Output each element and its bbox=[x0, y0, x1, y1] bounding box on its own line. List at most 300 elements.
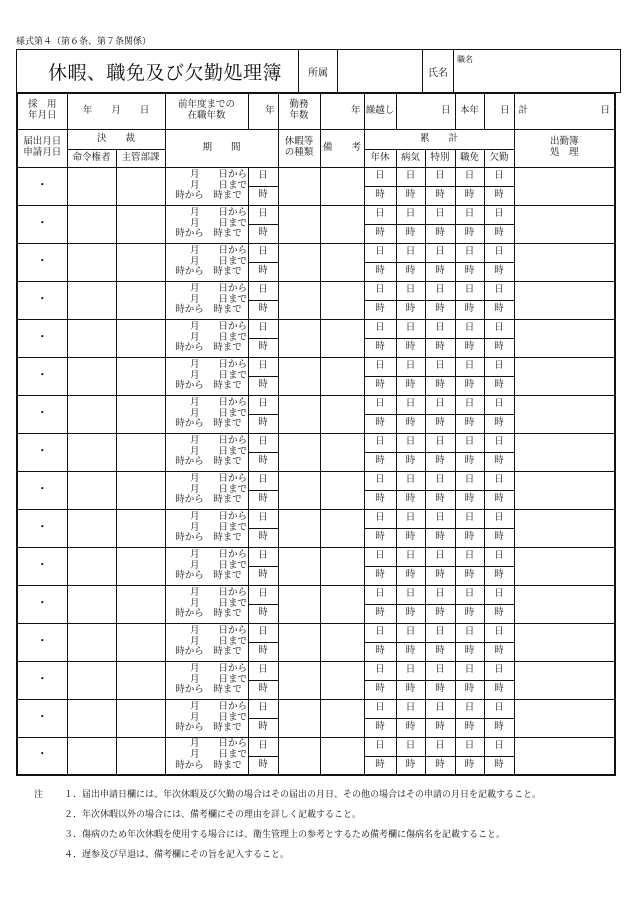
period-days-cell[interactable] bbox=[248, 661, 278, 680]
cum-days-cell[interactable] bbox=[455, 661, 484, 680]
cum-hours-cell[interactable] bbox=[484, 414, 514, 433]
period-hours-cell[interactable] bbox=[248, 718, 278, 737]
cum-days-cell[interactable] bbox=[484, 319, 514, 338]
cum-days-cell[interactable] bbox=[455, 585, 484, 604]
cum-days-cell[interactable] bbox=[425, 205, 455, 224]
leave-type-cell[interactable] bbox=[278, 471, 320, 509]
dept-cell[interactable] bbox=[116, 623, 165, 661]
period-days-cell[interactable] bbox=[248, 509, 278, 528]
leave-type-cell[interactable] bbox=[278, 623, 320, 661]
leave-type-cell[interactable] bbox=[278, 699, 320, 737]
leave-type-cell[interactable] bbox=[278, 547, 320, 585]
period-days-cell[interactable] bbox=[248, 737, 278, 756]
cum-hours-cell[interactable] bbox=[425, 376, 455, 395]
cum-hours-cell[interactable] bbox=[364, 224, 396, 243]
cum-hours-cell[interactable] bbox=[425, 490, 455, 509]
cum-hours-cell[interactable] bbox=[455, 528, 484, 547]
remarks-cell[interactable] bbox=[320, 357, 364, 395]
cum-days-cell[interactable] bbox=[364, 699, 396, 718]
date-cell[interactable] bbox=[17, 471, 67, 509]
commander-cell[interactable] bbox=[67, 433, 116, 471]
date-cell[interactable] bbox=[17, 319, 67, 357]
cum-hours-cell[interactable] bbox=[484, 756, 514, 775]
commander-cell[interactable] bbox=[67, 243, 116, 281]
remarks-cell[interactable] bbox=[320, 205, 364, 243]
period-hours-cell[interactable] bbox=[248, 338, 278, 357]
cum-hours-cell[interactable] bbox=[364, 642, 396, 661]
commander-cell[interactable] bbox=[67, 661, 116, 699]
period-cell[interactable] bbox=[165, 509, 248, 547]
cum-hours-cell[interactable] bbox=[396, 338, 425, 357]
attendance-cell[interactable] bbox=[514, 585, 615, 623]
attendance-cell[interactable] bbox=[514, 243, 615, 281]
cum-days-cell[interactable] bbox=[455, 547, 484, 566]
cum-days-cell[interactable] bbox=[425, 547, 455, 566]
cum-hours-cell[interactable] bbox=[425, 338, 455, 357]
remarks-cell[interactable] bbox=[320, 471, 364, 509]
cum-hours-cell[interactable] bbox=[455, 376, 484, 395]
cum-hours-cell[interactable] bbox=[484, 338, 514, 357]
date-cell[interactable] bbox=[17, 661, 67, 699]
date-cell[interactable] bbox=[17, 699, 67, 737]
cum-hours-cell[interactable] bbox=[396, 300, 425, 319]
cum-days-cell[interactable] bbox=[364, 623, 396, 642]
dept-cell[interactable] bbox=[116, 509, 165, 547]
cum-hours-cell[interactable] bbox=[364, 566, 396, 585]
cum-days-cell[interactable] bbox=[396, 433, 425, 452]
cum-hours-cell[interactable] bbox=[425, 452, 455, 471]
attendance-cell[interactable] bbox=[514, 205, 615, 243]
period-hours-cell[interactable] bbox=[248, 528, 278, 547]
cum-days-cell[interactable] bbox=[484, 585, 514, 604]
commander-cell[interactable] bbox=[67, 167, 116, 205]
remarks-cell[interactable] bbox=[320, 243, 364, 281]
leave-type-cell[interactable] bbox=[278, 357, 320, 395]
cum-days-cell[interactable] bbox=[425, 737, 455, 756]
cum-hours-cell[interactable] bbox=[484, 376, 514, 395]
cum-hours-cell[interactable] bbox=[396, 718, 425, 737]
cum-days-cell[interactable] bbox=[455, 281, 484, 300]
period-hours-cell[interactable] bbox=[248, 566, 278, 585]
period-cell[interactable] bbox=[165, 661, 248, 699]
attendance-cell[interactable] bbox=[514, 547, 615, 585]
period-cell[interactable] bbox=[165, 243, 248, 281]
period-cell[interactable] bbox=[165, 547, 248, 585]
period-days-cell[interactable] bbox=[248, 433, 278, 452]
leave-type-cell[interactable] bbox=[278, 737, 320, 775]
cum-hours-cell[interactable] bbox=[425, 718, 455, 737]
cum-days-cell[interactable] bbox=[425, 167, 455, 186]
cum-days-cell[interactable] bbox=[396, 281, 425, 300]
cum-hours-cell[interactable] bbox=[425, 604, 455, 623]
period-hours-cell[interactable] bbox=[248, 414, 278, 433]
leave-type-cell[interactable] bbox=[278, 281, 320, 319]
period-cell[interactable] bbox=[165, 357, 248, 395]
cum-days-cell[interactable] bbox=[364, 547, 396, 566]
date-cell[interactable] bbox=[17, 585, 67, 623]
cum-days-cell[interactable] bbox=[425, 699, 455, 718]
cum-days-cell[interactable] bbox=[455, 433, 484, 452]
period-hours-cell[interactable] bbox=[248, 680, 278, 699]
dept-cell[interactable] bbox=[116, 167, 165, 205]
cum-days-cell[interactable] bbox=[396, 547, 425, 566]
date-cell[interactable] bbox=[17, 623, 67, 661]
cum-days-cell[interactable] bbox=[425, 281, 455, 300]
period-days-cell[interactable] bbox=[248, 699, 278, 718]
cum-days-cell[interactable] bbox=[425, 433, 455, 452]
cum-hours-cell[interactable] bbox=[396, 490, 425, 509]
commander-cell[interactable] bbox=[67, 205, 116, 243]
cum-days-cell[interactable] bbox=[484, 547, 514, 566]
cum-hours-cell[interactable] bbox=[396, 262, 425, 281]
cum-hours-cell[interactable] bbox=[364, 262, 396, 281]
cum-days-cell[interactable] bbox=[484, 167, 514, 186]
dept-cell[interactable] bbox=[116, 471, 165, 509]
cum-days-cell[interactable] bbox=[455, 737, 484, 756]
commander-cell[interactable] bbox=[67, 585, 116, 623]
cum-days-cell[interactable] bbox=[396, 585, 425, 604]
attendance-cell[interactable] bbox=[514, 471, 615, 509]
dept-cell[interactable] bbox=[116, 433, 165, 471]
remarks-cell[interactable] bbox=[320, 433, 364, 471]
remarks-cell[interactable] bbox=[320, 395, 364, 433]
cum-hours-cell[interactable] bbox=[364, 528, 396, 547]
cum-hours-cell[interactable] bbox=[396, 186, 425, 205]
period-hours-cell[interactable] bbox=[248, 376, 278, 395]
cum-hours-cell[interactable] bbox=[425, 642, 455, 661]
period-days-cell[interactable] bbox=[248, 471, 278, 490]
cum-hours-cell[interactable] bbox=[425, 528, 455, 547]
cum-days-cell[interactable] bbox=[484, 395, 514, 414]
cum-hours-cell[interactable] bbox=[396, 528, 425, 547]
period-days-cell[interactable] bbox=[248, 395, 278, 414]
cum-days-cell[interactable] bbox=[425, 585, 455, 604]
period-hours-cell[interactable] bbox=[248, 490, 278, 509]
cum-hours-cell[interactable] bbox=[484, 718, 514, 737]
date-cell[interactable] bbox=[17, 167, 67, 205]
cum-hours-cell[interactable] bbox=[484, 528, 514, 547]
attendance-cell[interactable] bbox=[514, 433, 615, 471]
date-cell[interactable] bbox=[17, 547, 67, 585]
prev-years-field[interactable]: 年 bbox=[248, 93, 278, 129]
cum-days-cell[interactable] bbox=[425, 509, 455, 528]
cum-hours-cell[interactable] bbox=[484, 604, 514, 623]
cum-days-cell[interactable] bbox=[425, 319, 455, 338]
leave-type-cell[interactable] bbox=[278, 509, 320, 547]
dept-cell[interactable] bbox=[116, 395, 165, 433]
date-cell[interactable] bbox=[17, 395, 67, 433]
period-days-cell[interactable] bbox=[248, 357, 278, 376]
attendance-cell[interactable] bbox=[514, 737, 615, 775]
cum-days-cell[interactable] bbox=[396, 471, 425, 490]
remarks-cell[interactable] bbox=[320, 623, 364, 661]
cum-days-cell[interactable] bbox=[364, 357, 396, 376]
cum-days-cell[interactable] bbox=[455, 395, 484, 414]
cum-days-cell[interactable] bbox=[396, 699, 425, 718]
attendance-cell[interactable] bbox=[514, 167, 615, 205]
cum-hours-cell[interactable] bbox=[455, 452, 484, 471]
attendance-cell[interactable] bbox=[514, 395, 615, 433]
period-hours-cell[interactable] bbox=[248, 642, 278, 661]
cum-days-cell[interactable] bbox=[484, 433, 514, 452]
cum-hours-cell[interactable] bbox=[396, 452, 425, 471]
cum-days-cell[interactable] bbox=[396, 395, 425, 414]
leave-type-cell[interactable] bbox=[278, 205, 320, 243]
cum-days-cell[interactable] bbox=[425, 623, 455, 642]
cum-hours-cell[interactable] bbox=[484, 566, 514, 585]
service-years-field[interactable]: 年 bbox=[320, 93, 364, 129]
cum-hours-cell[interactable] bbox=[455, 566, 484, 585]
cum-days-cell[interactable] bbox=[364, 509, 396, 528]
period-cell[interactable] bbox=[165, 471, 248, 509]
period-days-cell[interactable] bbox=[248, 319, 278, 338]
total-field[interactable] bbox=[514, 93, 615, 129]
period-days-cell[interactable] bbox=[248, 205, 278, 224]
cum-hours-cell[interactable] bbox=[484, 262, 514, 281]
cum-hours-cell[interactable] bbox=[364, 338, 396, 357]
remarks-cell[interactable] bbox=[320, 699, 364, 737]
period-cell[interactable] bbox=[165, 319, 248, 357]
attendance-cell[interactable] bbox=[514, 319, 615, 357]
leave-type-cell[interactable] bbox=[278, 319, 320, 357]
cum-days-cell[interactable] bbox=[455, 167, 484, 186]
attendance-cell[interactable] bbox=[514, 623, 615, 661]
cum-days-cell[interactable] bbox=[396, 243, 425, 262]
cum-hours-cell[interactable] bbox=[425, 186, 455, 205]
leave-type-cell[interactable] bbox=[278, 585, 320, 623]
cum-days-cell[interactable] bbox=[364, 433, 396, 452]
leave-type-cell[interactable] bbox=[278, 243, 320, 281]
attendance-cell[interactable] bbox=[514, 661, 615, 699]
cum-hours-cell[interactable] bbox=[455, 718, 484, 737]
cum-days-cell[interactable] bbox=[455, 319, 484, 338]
period-cell[interactable] bbox=[165, 281, 248, 319]
cum-hours-cell[interactable] bbox=[425, 566, 455, 585]
cum-hours-cell[interactable] bbox=[455, 262, 484, 281]
cum-hours-cell[interactable] bbox=[425, 756, 455, 775]
remarks-cell[interactable] bbox=[320, 319, 364, 357]
period-cell[interactable] bbox=[165, 699, 248, 737]
period-cell[interactable] bbox=[165, 395, 248, 433]
cum-days-cell[interactable] bbox=[396, 737, 425, 756]
cum-days-cell[interactable] bbox=[396, 623, 425, 642]
carryover-field[interactable]: 日 bbox=[396, 93, 455, 129]
remarks-cell[interactable] bbox=[320, 281, 364, 319]
period-days-cell[interactable] bbox=[248, 243, 278, 262]
cum-hours-cell[interactable] bbox=[364, 490, 396, 509]
period-cell[interactable] bbox=[165, 623, 248, 661]
cum-days-cell[interactable] bbox=[455, 699, 484, 718]
cum-days-cell[interactable] bbox=[396, 509, 425, 528]
cum-days-cell[interactable] bbox=[484, 699, 514, 718]
cum-hours-cell[interactable] bbox=[396, 224, 425, 243]
cum-days-cell[interactable] bbox=[455, 205, 484, 224]
cum-hours-cell[interactable] bbox=[425, 262, 455, 281]
cum-days-cell[interactable] bbox=[396, 357, 425, 376]
commander-cell[interactable] bbox=[67, 395, 116, 433]
cum-hours-cell[interactable] bbox=[455, 490, 484, 509]
cum-days-cell[interactable] bbox=[484, 623, 514, 642]
cum-hours-cell[interactable] bbox=[455, 680, 484, 699]
remarks-cell[interactable] bbox=[320, 585, 364, 623]
cum-hours-cell[interactable] bbox=[455, 186, 484, 205]
cum-hours-cell[interactable] bbox=[484, 186, 514, 205]
cum-hours-cell[interactable] bbox=[364, 604, 396, 623]
cum-days-cell[interactable] bbox=[425, 395, 455, 414]
leave-type-cell[interactable] bbox=[278, 395, 320, 433]
date-cell[interactable] bbox=[17, 205, 67, 243]
remarks-cell[interactable] bbox=[320, 661, 364, 699]
cum-hours-cell[interactable] bbox=[364, 300, 396, 319]
cum-days-cell[interactable] bbox=[364, 319, 396, 338]
cum-hours-cell[interactable] bbox=[455, 642, 484, 661]
cum-days-cell[interactable] bbox=[364, 395, 396, 414]
date-cell[interactable] bbox=[17, 243, 67, 281]
cum-hours-cell[interactable] bbox=[364, 680, 396, 699]
this-year-field[interactable] bbox=[484, 93, 514, 129]
period-hours-cell[interactable] bbox=[248, 300, 278, 319]
cum-hours-cell[interactable] bbox=[396, 680, 425, 699]
cum-days-cell[interactable] bbox=[484, 281, 514, 300]
cum-days-cell[interactable] bbox=[484, 243, 514, 262]
cum-hours-cell[interactable] bbox=[425, 224, 455, 243]
cum-days-cell[interactable] bbox=[364, 737, 396, 756]
period-days-cell[interactable] bbox=[248, 281, 278, 300]
dept-cell[interactable] bbox=[116, 699, 165, 737]
cum-days-cell[interactable] bbox=[364, 471, 396, 490]
cum-days-cell[interactable] bbox=[364, 205, 396, 224]
cum-days-cell[interactable] bbox=[396, 319, 425, 338]
cum-days-cell[interactable] bbox=[455, 357, 484, 376]
cum-days-cell[interactable] bbox=[425, 661, 455, 680]
cum-hours-cell[interactable] bbox=[455, 414, 484, 433]
commander-cell[interactable] bbox=[67, 737, 116, 775]
period-cell[interactable] bbox=[165, 737, 248, 775]
dept-cell[interactable] bbox=[116, 205, 165, 243]
date-cell[interactable] bbox=[17, 433, 67, 471]
cum-hours-cell[interactable] bbox=[455, 224, 484, 243]
cum-hours-cell[interactable] bbox=[396, 642, 425, 661]
cum-days-cell[interactable] bbox=[364, 661, 396, 680]
name-field[interactable] bbox=[454, 50, 621, 93]
cum-hours-cell[interactable] bbox=[484, 300, 514, 319]
cum-days-cell[interactable] bbox=[484, 661, 514, 680]
cum-hours-cell[interactable] bbox=[364, 186, 396, 205]
dept-cell[interactable] bbox=[116, 737, 165, 775]
cum-days-cell[interactable] bbox=[484, 471, 514, 490]
cum-hours-cell[interactable] bbox=[455, 300, 484, 319]
commander-cell[interactable] bbox=[67, 357, 116, 395]
cum-days-cell[interactable] bbox=[455, 509, 484, 528]
cum-hours-cell[interactable] bbox=[484, 224, 514, 243]
cum-hours-cell[interactable] bbox=[484, 680, 514, 699]
cum-hours-cell[interactable] bbox=[396, 376, 425, 395]
date-cell[interactable] bbox=[17, 509, 67, 547]
dept-cell[interactable] bbox=[116, 357, 165, 395]
commander-cell[interactable] bbox=[67, 699, 116, 737]
dept-cell[interactable] bbox=[116, 281, 165, 319]
cum-hours-cell[interactable] bbox=[425, 680, 455, 699]
commander-cell[interactable] bbox=[67, 547, 116, 585]
period-days-cell[interactable] bbox=[248, 585, 278, 604]
cum-hours-cell[interactable] bbox=[396, 566, 425, 585]
remarks-cell[interactable] bbox=[320, 509, 364, 547]
date-cell[interactable] bbox=[17, 357, 67, 395]
cum-days-cell[interactable] bbox=[364, 281, 396, 300]
dept-cell[interactable] bbox=[116, 243, 165, 281]
cum-days-cell[interactable] bbox=[364, 167, 396, 186]
cum-days-cell[interactable] bbox=[396, 205, 425, 224]
period-hours-cell[interactable] bbox=[248, 262, 278, 281]
leave-type-cell[interactable] bbox=[278, 661, 320, 699]
cum-days-cell[interactable] bbox=[364, 243, 396, 262]
period-cell[interactable] bbox=[165, 585, 248, 623]
cum-days-cell[interactable] bbox=[484, 357, 514, 376]
cum-days-cell[interactable] bbox=[484, 737, 514, 756]
date-cell[interactable] bbox=[17, 737, 67, 775]
remarks-cell[interactable] bbox=[320, 167, 364, 205]
cum-hours-cell[interactable] bbox=[425, 414, 455, 433]
cum-hours-cell[interactable] bbox=[455, 756, 484, 775]
period-cell[interactable] bbox=[165, 167, 248, 205]
period-cell[interactable] bbox=[165, 205, 248, 243]
leave-type-cell[interactable] bbox=[278, 433, 320, 471]
dept-cell[interactable] bbox=[116, 319, 165, 357]
period-hours-cell[interactable] bbox=[248, 186, 278, 205]
dept-cell[interactable] bbox=[116, 547, 165, 585]
cum-hours-cell[interactable] bbox=[364, 718, 396, 737]
cum-hours-cell[interactable] bbox=[396, 414, 425, 433]
commander-cell[interactable] bbox=[67, 319, 116, 357]
cum-hours-cell[interactable] bbox=[484, 452, 514, 471]
leave-type-cell[interactable] bbox=[278, 167, 320, 205]
cum-days-cell[interactable] bbox=[455, 471, 484, 490]
date-cell[interactable] bbox=[17, 281, 67, 319]
dept-cell[interactable] bbox=[116, 585, 165, 623]
cum-days-cell[interactable] bbox=[455, 623, 484, 642]
cum-hours-cell[interactable] bbox=[364, 414, 396, 433]
cum-days-cell[interactable] bbox=[484, 205, 514, 224]
remarks-cell[interactable] bbox=[320, 547, 364, 585]
cum-days-cell[interactable] bbox=[425, 243, 455, 262]
cum-days-cell[interactable] bbox=[364, 585, 396, 604]
commander-cell[interactable] bbox=[67, 623, 116, 661]
cum-hours-cell[interactable] bbox=[364, 452, 396, 471]
hire-date-field[interactable]: 年 月 日 bbox=[67, 93, 165, 129]
attendance-cell[interactable] bbox=[514, 509, 615, 547]
commander-cell[interactable] bbox=[67, 471, 116, 509]
period-days-cell[interactable] bbox=[248, 167, 278, 186]
period-hours-cell[interactable] bbox=[248, 224, 278, 243]
cum-hours-cell[interactable] bbox=[396, 756, 425, 775]
cum-days-cell[interactable] bbox=[484, 509, 514, 528]
cum-hours-cell[interactable] bbox=[364, 376, 396, 395]
attendance-cell[interactable] bbox=[514, 699, 615, 737]
affiliation-field[interactable] bbox=[338, 50, 423, 93]
cum-days-cell[interactable] bbox=[455, 243, 484, 262]
period-hours-cell[interactable] bbox=[248, 604, 278, 623]
cum-hours-cell[interactable] bbox=[425, 300, 455, 319]
attendance-cell[interactable] bbox=[514, 281, 615, 319]
period-hours-cell[interactable] bbox=[248, 756, 278, 775]
cum-hours-cell[interactable] bbox=[364, 756, 396, 775]
cum-days-cell[interactable] bbox=[396, 167, 425, 186]
cum-hours-cell[interactable] bbox=[484, 642, 514, 661]
period-days-cell[interactable] bbox=[248, 547, 278, 566]
cum-hours-cell[interactable] bbox=[455, 338, 484, 357]
remarks-cell[interactable] bbox=[320, 737, 364, 775]
period-hours-cell[interactable] bbox=[248, 452, 278, 471]
